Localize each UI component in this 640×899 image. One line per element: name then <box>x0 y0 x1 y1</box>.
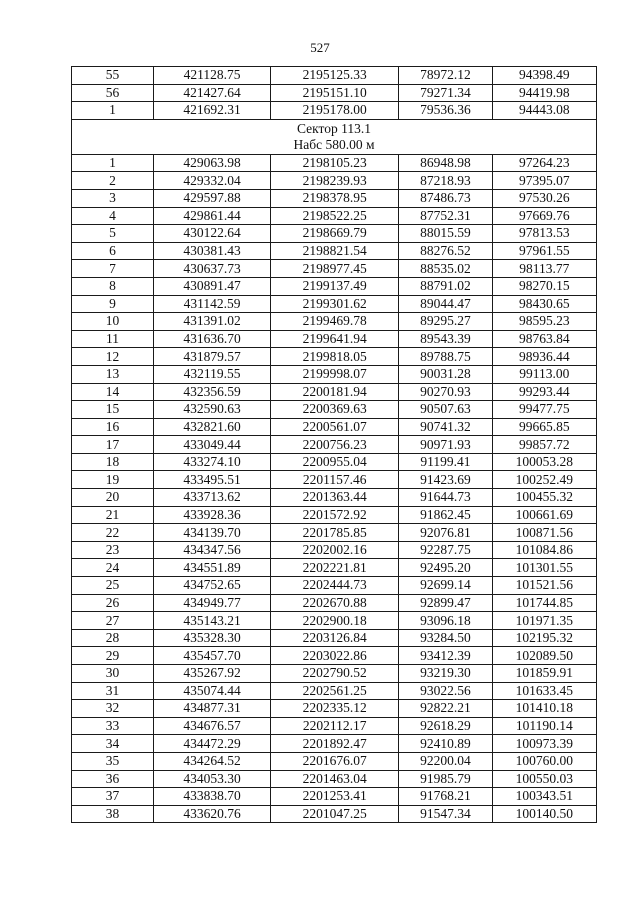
y-coord-cell: 2199998.07 <box>271 365 399 383</box>
x-local-cell: 93022.56 <box>399 682 492 700</box>
x-coord-cell: 434053.30 <box>154 770 271 788</box>
y-coord-cell: 2201892.47 <box>271 735 399 753</box>
y-local-cell: 102089.50 <box>492 647 596 665</box>
x-coord-cell: 434347.56 <box>154 541 271 559</box>
point-number-cell: 27 <box>72 612 154 630</box>
table-row <box>72 453 597 471</box>
x-local-cell: 92618.29 <box>399 717 492 735</box>
x-local-cell: 90741.32 <box>399 418 492 436</box>
x-coord-cell: 434472.29 <box>154 735 271 753</box>
x-coord-cell: 431879.57 <box>154 348 271 366</box>
table-row <box>72 489 597 507</box>
x-local-cell: 88791.02 <box>399 277 492 295</box>
y-coord-cell: 2201157.46 <box>271 471 399 489</box>
table-row <box>72 665 597 683</box>
point-number-cell: 8 <box>72 277 154 295</box>
y-coord-cell: 2198378.95 <box>271 189 399 207</box>
x-local-cell: 79536.36 <box>399 102 492 120</box>
y-local-cell: 94398.49 <box>492 67 596 85</box>
point-number-cell: 9 <box>72 295 154 313</box>
x-local-cell: 91199.41 <box>399 453 492 471</box>
y-local-cell: 99665.85 <box>492 418 596 436</box>
x-local-cell: 89788.75 <box>399 348 492 366</box>
y-local-cell: 101084.86 <box>492 541 596 559</box>
y-local-cell: 100252.49 <box>492 471 596 489</box>
x-local-cell: 90031.28 <box>399 365 492 383</box>
x-coord-cell: 421692.31 <box>154 102 271 120</box>
rows-after-section <box>72 154 597 823</box>
point-number-cell: 22 <box>72 524 154 542</box>
x-local-cell: 91423.69 <box>399 471 492 489</box>
point-number-cell: 21 <box>72 506 154 524</box>
y-coord-cell: 2198669.79 <box>271 225 399 243</box>
x-coord-cell: 429332.04 <box>154 172 271 190</box>
table-row <box>72 277 597 295</box>
x-local-cell: 90507.63 <box>399 401 492 419</box>
x-coord-cell: 434676.57 <box>154 717 271 735</box>
x-local-cell: 91862.45 <box>399 506 492 524</box>
y-local-cell: 99113.00 <box>492 365 596 383</box>
y-coord-cell: 2199469.78 <box>271 313 399 331</box>
coordinates-table <box>71 66 597 823</box>
table-row <box>72 682 597 700</box>
y-local-cell: 100760.00 <box>492 752 596 770</box>
table-row <box>72 295 597 313</box>
table-row <box>72 225 597 243</box>
x-local-cell: 91547.34 <box>399 805 492 823</box>
y-local-cell: 99477.75 <box>492 401 596 419</box>
table-row <box>72 365 597 383</box>
x-coord-cell: 435328.30 <box>154 629 271 647</box>
x-coord-cell: 433928.36 <box>154 506 271 524</box>
y-coord-cell: 2202561.25 <box>271 682 399 700</box>
y-coord-cell: 2198239.93 <box>271 172 399 190</box>
point-number-cell: 37 <box>72 788 154 806</box>
y-coord-cell: 2195178.00 <box>271 102 399 120</box>
point-number-cell: 16 <box>72 418 154 436</box>
table-row <box>72 629 597 647</box>
y-local-cell: 97669.76 <box>492 207 596 225</box>
y-coord-cell: 2201253.41 <box>271 788 399 806</box>
y-local-cell: 97530.26 <box>492 189 596 207</box>
y-coord-cell: 2195125.33 <box>271 67 399 85</box>
point-number-cell: 29 <box>72 647 154 665</box>
y-coord-cell: 2201363.44 <box>271 489 399 507</box>
point-number-cell: 31 <box>72 682 154 700</box>
point-number-cell: 10 <box>72 313 154 331</box>
x-coord-cell: 434551.89 <box>154 559 271 577</box>
x-local-cell: 89543.39 <box>399 330 492 348</box>
x-coord-cell: 435457.70 <box>154 647 271 665</box>
x-local-cell: 92076.81 <box>399 524 492 542</box>
y-local-cell: 100053.28 <box>492 453 596 471</box>
point-number-cell: 26 <box>72 594 154 612</box>
point-number-cell: 19 <box>72 471 154 489</box>
y-coord-cell: 2198821.54 <box>271 242 399 260</box>
x-coord-cell: 434949.77 <box>154 594 271 612</box>
y-coord-cell: 2199301.62 <box>271 295 399 313</box>
y-local-cell: 100455.32 <box>492 489 596 507</box>
x-local-cell: 87218.93 <box>399 172 492 190</box>
y-local-cell: 98113.77 <box>492 260 596 278</box>
y-local-cell: 101859.91 <box>492 665 596 683</box>
y-local-cell: 94443.08 <box>492 102 596 120</box>
point-number-cell: 3 <box>72 189 154 207</box>
y-local-cell: 98430.65 <box>492 295 596 313</box>
y-coord-cell: 2199641.94 <box>271 330 399 348</box>
x-local-cell: 87486.73 <box>399 189 492 207</box>
x-local-cell: 92287.75 <box>399 541 492 559</box>
table-row <box>72 154 597 172</box>
x-coord-cell: 432356.59 <box>154 383 271 401</box>
section-header-row <box>72 119 597 154</box>
point-number-cell: 17 <box>72 436 154 454</box>
point-number-cell: 32 <box>72 700 154 718</box>
table-row <box>72 805 597 823</box>
rows-before-section <box>72 67 597 120</box>
x-local-cell: 92699.14 <box>399 577 492 595</box>
y-local-cell: 98270.15 <box>492 277 596 295</box>
x-coord-cell: 433495.51 <box>154 471 271 489</box>
section-header-group <box>72 119 597 154</box>
y-local-cell: 101301.55 <box>492 559 596 577</box>
x-local-cell: 87752.31 <box>399 207 492 225</box>
table-row <box>72 348 597 366</box>
x-local-cell: 92200.04 <box>399 752 492 770</box>
y-coord-cell: 2199137.49 <box>271 277 399 295</box>
x-coord-cell: 431391.02 <box>154 313 271 331</box>
table-row <box>72 770 597 788</box>
x-local-cell: 93096.18 <box>399 612 492 630</box>
table-row <box>72 541 597 559</box>
table-row <box>72 330 597 348</box>
table-row <box>72 207 597 225</box>
y-local-cell: 101521.56 <box>492 577 596 595</box>
point-number-cell: 23 <box>72 541 154 559</box>
y-local-cell: 101410.18 <box>492 700 596 718</box>
point-number-cell: 18 <box>72 453 154 471</box>
table-row <box>72 788 597 806</box>
x-coord-cell: 433713.62 <box>154 489 271 507</box>
y-coord-cell: 2200756.23 <box>271 436 399 454</box>
table-row <box>72 84 597 102</box>
y-coord-cell: 2203022.86 <box>271 647 399 665</box>
table-row <box>72 172 597 190</box>
y-local-cell: 97961.55 <box>492 242 596 260</box>
table-row <box>72 383 597 401</box>
x-coord-cell: 433049.44 <box>154 436 271 454</box>
point-number-cell: 20 <box>72 489 154 507</box>
table-row <box>72 102 597 120</box>
x-coord-cell: 435074.44 <box>154 682 271 700</box>
table-row <box>72 752 597 770</box>
y-coord-cell: 2202900.18 <box>271 612 399 630</box>
x-coord-cell: 433274.10 <box>154 453 271 471</box>
table-row <box>72 418 597 436</box>
point-number-cell: 28 <box>72 629 154 647</box>
x-coord-cell: 429861.44 <box>154 207 271 225</box>
x-coord-cell: 434752.65 <box>154 577 271 595</box>
y-coord-cell: 2202221.81 <box>271 559 399 577</box>
table-row <box>72 612 597 630</box>
table-row <box>72 700 597 718</box>
y-local-cell: 100343.51 <box>492 788 596 806</box>
x-local-cell: 91985.79 <box>399 770 492 788</box>
point-number-cell: 6 <box>72 242 154 260</box>
x-coord-cell: 432821.60 <box>154 418 271 436</box>
x-local-cell: 88015.59 <box>399 225 492 243</box>
point-number-cell: 56 <box>72 84 154 102</box>
y-coord-cell: 2202444.73 <box>271 577 399 595</box>
point-number-cell: 12 <box>72 348 154 366</box>
point-number-cell: 38 <box>72 805 154 823</box>
y-local-cell: 100140.50 <box>492 805 596 823</box>
y-local-cell: 102195.32 <box>492 629 596 647</box>
point-number-cell: 30 <box>72 665 154 683</box>
x-coord-cell: 421427.64 <box>154 84 271 102</box>
point-number-cell: 24 <box>72 559 154 577</box>
x-local-cell: 92822.21 <box>399 700 492 718</box>
table-row <box>72 67 597 85</box>
x-coord-cell: 430381.43 <box>154 242 271 260</box>
x-coord-cell: 431142.59 <box>154 295 271 313</box>
x-coord-cell: 429597.88 <box>154 189 271 207</box>
y-coord-cell: 2201676.07 <box>271 752 399 770</box>
table-row <box>72 313 597 331</box>
x-coord-cell: 434139.70 <box>154 524 271 542</box>
y-coord-cell: 2195151.10 <box>271 84 399 102</box>
x-coord-cell: 429063.98 <box>154 154 271 172</box>
table-row <box>72 242 597 260</box>
x-local-cell: 88276.52 <box>399 242 492 260</box>
point-number-cell: 1 <box>72 154 154 172</box>
y-coord-cell: 2201785.85 <box>271 524 399 542</box>
y-local-cell: 100661.69 <box>492 506 596 524</box>
x-coord-cell: 434877.31 <box>154 700 271 718</box>
y-coord-cell: 2200369.63 <box>271 401 399 419</box>
x-local-cell: 92495.20 <box>399 559 492 577</box>
point-number-cell: 14 <box>72 383 154 401</box>
point-number-cell: 7 <box>72 260 154 278</box>
x-coord-cell: 433620.76 <box>154 805 271 823</box>
y-coord-cell: 2200181.94 <box>271 383 399 401</box>
point-number-cell: 55 <box>72 67 154 85</box>
x-coord-cell: 430891.47 <box>154 277 271 295</box>
point-number-cell: 15 <box>72 401 154 419</box>
x-coord-cell: 431636.70 <box>154 330 271 348</box>
y-local-cell: 100973.39 <box>492 735 596 753</box>
y-coord-cell: 2203126.84 <box>271 629 399 647</box>
y-local-cell: 101190.14 <box>492 717 596 735</box>
table-row <box>72 559 597 577</box>
table-row <box>72 735 597 753</box>
point-number-cell: 33 <box>72 717 154 735</box>
section-header-cell <box>72 119 597 154</box>
y-local-cell: 97264.23 <box>492 154 596 172</box>
x-local-cell: 91768.21 <box>399 788 492 806</box>
table-row <box>72 401 597 419</box>
x-coord-cell: 430122.64 <box>154 225 271 243</box>
y-coord-cell: 2198522.25 <box>271 207 399 225</box>
x-local-cell: 93284.50 <box>399 629 492 647</box>
y-coord-cell: 2200955.04 <box>271 453 399 471</box>
y-coord-cell: 2202112.17 <box>271 717 399 735</box>
y-coord-cell: 2202790.52 <box>271 665 399 683</box>
point-number-cell: 11 <box>72 330 154 348</box>
x-local-cell: 89044.47 <box>399 295 492 313</box>
table-row <box>72 436 597 454</box>
x-coord-cell: 435143.21 <box>154 612 271 630</box>
x-local-cell: 79271.34 <box>399 84 492 102</box>
y-local-cell: 97813.53 <box>492 225 596 243</box>
y-coord-cell: 2200561.07 <box>271 418 399 436</box>
y-local-cell: 99293.44 <box>492 383 596 401</box>
point-number-cell: 2 <box>72 172 154 190</box>
y-coord-cell: 2201463.04 <box>271 770 399 788</box>
y-local-cell: 99857.72 <box>492 436 596 454</box>
y-coord-cell: 2198105.23 <box>271 154 399 172</box>
y-coord-cell: 2198977.45 <box>271 260 399 278</box>
section-subtitle: Набс 580.00 м <box>293 136 375 152</box>
point-number-cell: 1 <box>72 102 154 120</box>
x-coord-cell: 432590.63 <box>154 401 271 419</box>
x-coord-cell: 435267.92 <box>154 665 271 683</box>
x-local-cell: 92410.89 <box>399 735 492 753</box>
x-coord-cell: 430637.73 <box>154 260 271 278</box>
x-coord-cell: 421128.75 <box>154 67 271 85</box>
x-local-cell: 89295.27 <box>399 313 492 331</box>
y-coord-cell: 2199818.05 <box>271 348 399 366</box>
table-row <box>72 471 597 489</box>
x-coord-cell: 434264.52 <box>154 752 271 770</box>
y-local-cell: 101633.45 <box>492 682 596 700</box>
section-title: Сектор 113.1 <box>296 120 371 136</box>
table-row <box>72 577 597 595</box>
point-number-cell: 35 <box>72 752 154 770</box>
y-local-cell: 100550.03 <box>492 770 596 788</box>
y-coord-cell: 2202002.16 <box>271 541 399 559</box>
x-coord-cell: 433838.70 <box>154 788 271 806</box>
y-coord-cell: 2202670.88 <box>271 594 399 612</box>
point-number-cell: 36 <box>72 770 154 788</box>
point-number-cell: 4 <box>72 207 154 225</box>
x-local-cell: 86948.98 <box>399 154 492 172</box>
table-row <box>72 189 597 207</box>
x-local-cell: 90270.93 <box>399 383 492 401</box>
point-number-cell: 25 <box>72 577 154 595</box>
y-local-cell: 98595.23 <box>492 313 596 331</box>
point-number-cell: 34 <box>72 735 154 753</box>
table-row <box>72 594 597 612</box>
table-row <box>72 717 597 735</box>
y-coord-cell: 2202335.12 <box>271 700 399 718</box>
y-local-cell: 98936.44 <box>492 348 596 366</box>
y-coord-cell: 2201572.92 <box>271 506 399 524</box>
y-local-cell: 101971.35 <box>492 612 596 630</box>
y-local-cell: 97395.07 <box>492 172 596 190</box>
table-row <box>72 647 597 665</box>
table-row <box>72 260 597 278</box>
point-number-cell: 5 <box>72 225 154 243</box>
x-local-cell: 88535.02 <box>399 260 492 278</box>
x-local-cell: 90971.93 <box>399 436 492 454</box>
x-coord-cell: 432119.55 <box>154 365 271 383</box>
point-number-cell: 13 <box>72 365 154 383</box>
y-coord-cell: 2201047.25 <box>271 805 399 823</box>
x-local-cell: 78972.12 <box>399 67 492 85</box>
x-local-cell: 91644.73 <box>399 489 492 507</box>
x-local-cell: 93219.30 <box>399 665 492 683</box>
page-number: 527 <box>310 40 330 55</box>
y-local-cell: 98763.84 <box>492 330 596 348</box>
table-row <box>72 524 597 542</box>
y-local-cell: 94419.98 <box>492 84 596 102</box>
y-local-cell: 101744.85 <box>492 594 596 612</box>
x-local-cell: 92899.47 <box>399 594 492 612</box>
table-row <box>72 506 597 524</box>
y-local-cell: 100871.56 <box>492 524 596 542</box>
x-local-cell: 93412.39 <box>399 647 492 665</box>
